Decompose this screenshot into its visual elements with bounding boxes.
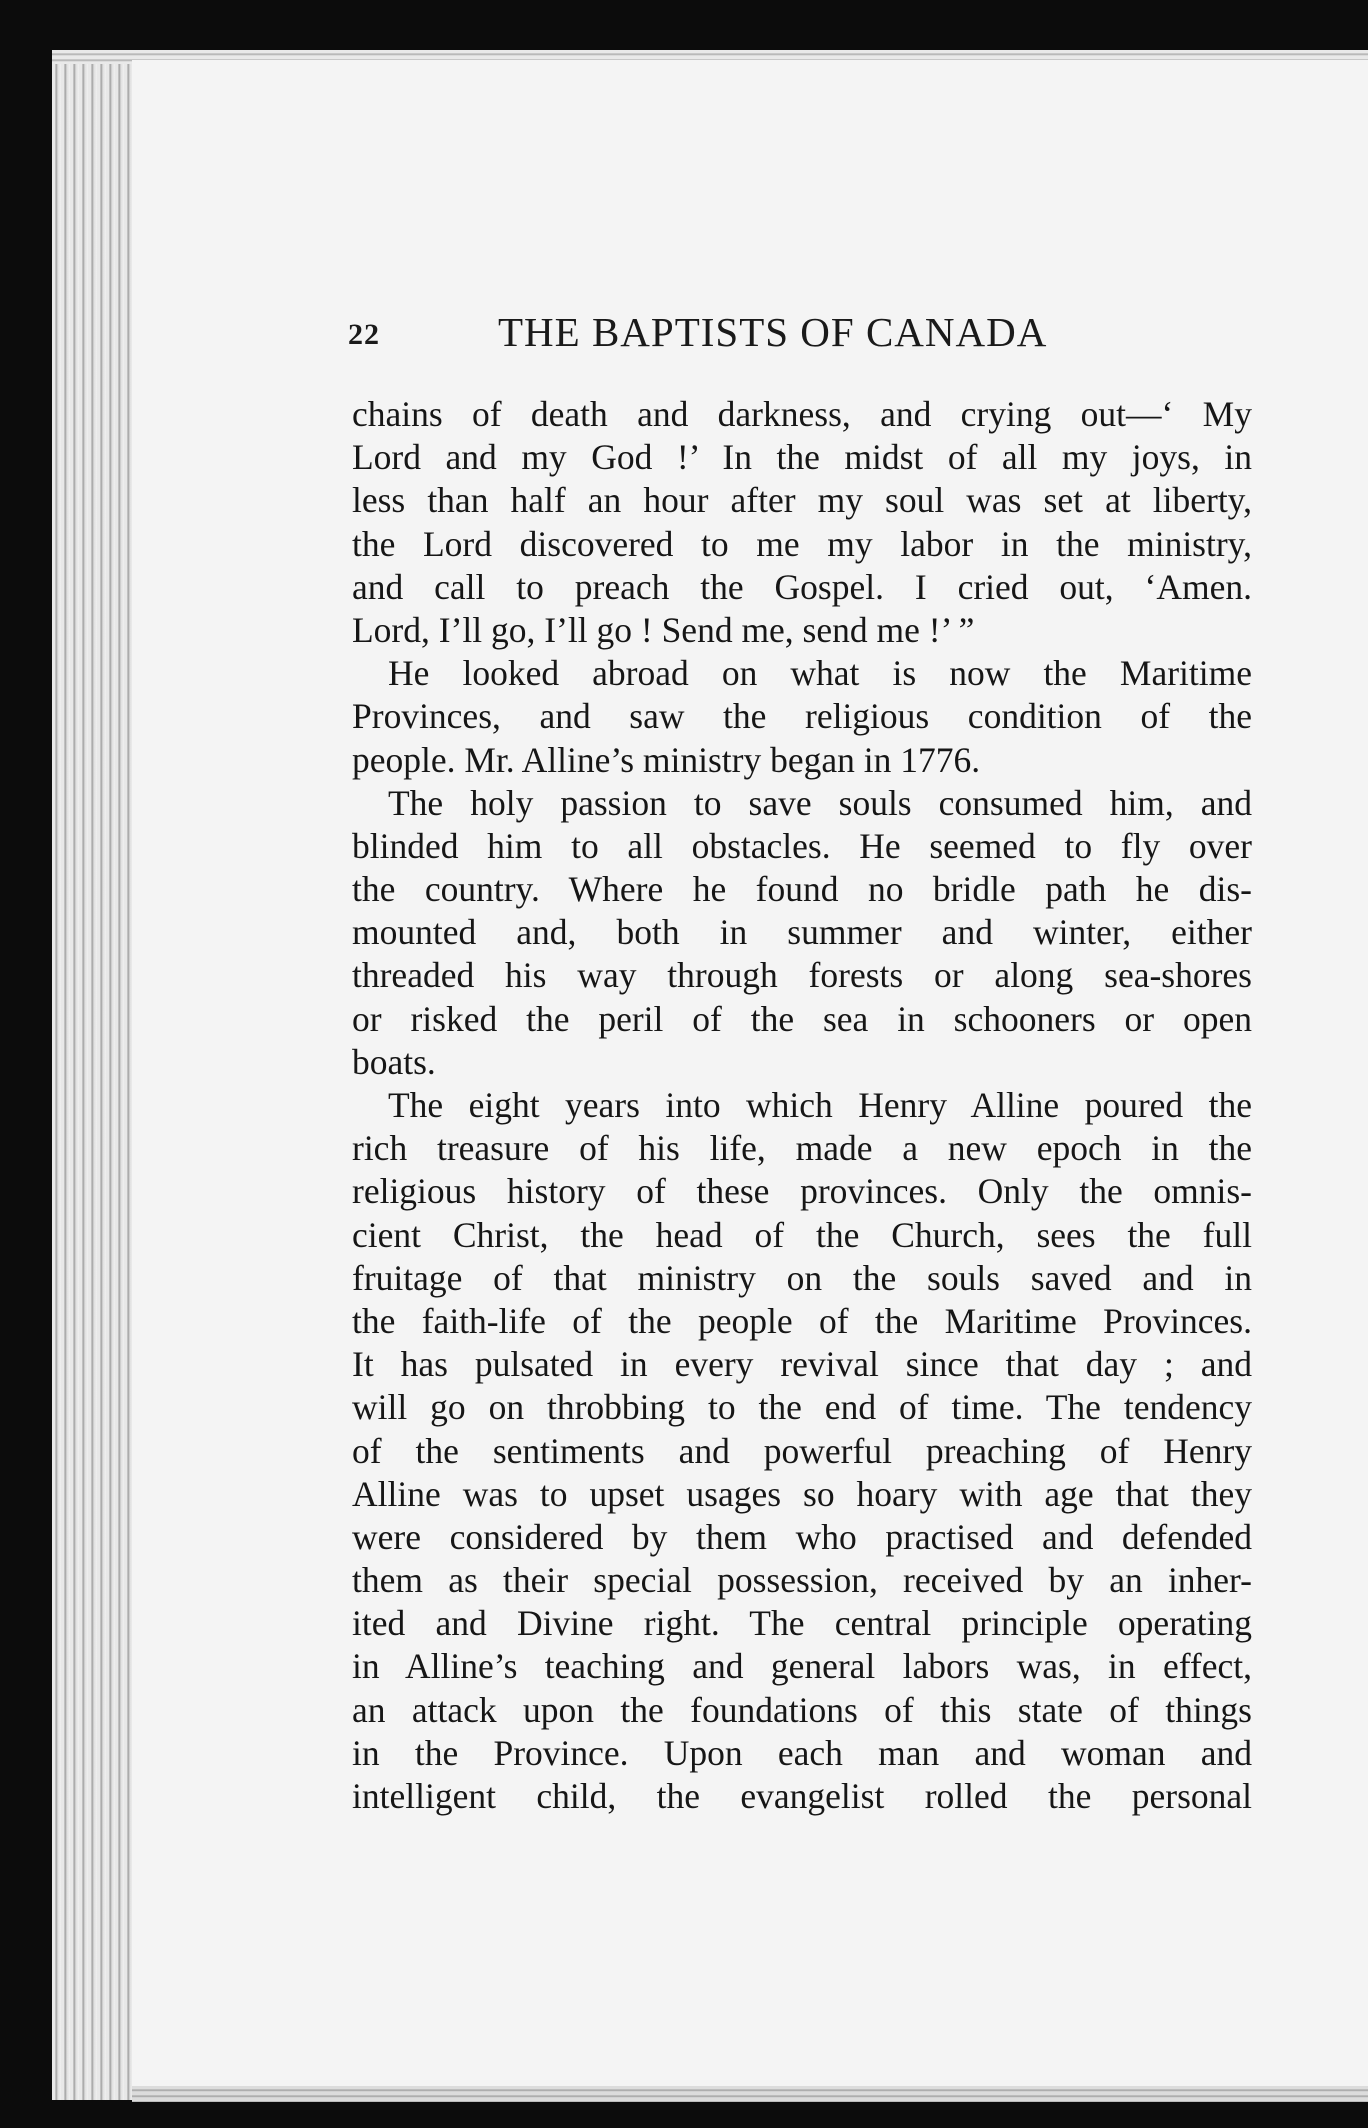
- running-title: THE BAPTISTS OF CANADA: [498, 309, 1048, 355]
- text-line: the Lord discovered to me my labor in the ministry,: [352, 523, 1252, 564]
- text-line: were considered by them who practised and defended: [352, 1516, 1252, 1557]
- text-line: boats.: [352, 1041, 436, 1082]
- book-bottom-edge: [132, 2086, 1368, 2102]
- text-line: blinded him to all obstacles. He seemed to fly over: [352, 825, 1252, 866]
- text-line: the country. Where he found no bridle path he dis-: [352, 869, 1252, 910]
- text-line: and call to preach the Gospel. I cried out, ‘Amen.: [352, 566, 1252, 607]
- text-line: of the sentiments and powerful preaching of Henry: [352, 1430, 1252, 1471]
- text-line: He looked abroad on what is now the Maritime: [388, 653, 1252, 694]
- text-line: Provinces, and saw the religious condition of the: [352, 696, 1252, 737]
- text-line: ited and Divine right. The central principle operating: [352, 1603, 1252, 1644]
- text-line: cient Christ, the head of the Church, sees the full: [352, 1214, 1252, 1255]
- text-line: fruitage of that ministry on the souls saved and in: [352, 1257, 1252, 1298]
- text-line: The holy passion to save souls consumed him, and: [388, 782, 1252, 823]
- text-line: or risked the peril of the sea in schooners or open: [352, 998, 1252, 1039]
- text-line: in the Province. Upon each man and woman and: [352, 1732, 1252, 1773]
- text-line: Lord and my God !’ In the midst of all my joys, in: [352, 437, 1252, 478]
- text-line: less than half an hour after my soul was set at liberty,: [352, 480, 1252, 521]
- text-line: intelligent child, the evangelist rolled the personal: [352, 1776, 1252, 1816]
- page-number: 22: [348, 318, 380, 351]
- text-line: them as their special possession, received by an inher-: [352, 1560, 1252, 1601]
- text-line: It has pulsated in every revival since that day ; and: [352, 1344, 1252, 1385]
- text-line: religious history of these provinces. Only the omnis-: [352, 1171, 1252, 1212]
- text-line: threaded his way through forests or along sea-shores: [352, 955, 1252, 996]
- body-text: [352, 393, 1252, 1818]
- text-line: chains of death and darkness, and crying out—‘ My: [352, 394, 1252, 434]
- text-line: in Alline’s teaching and general labors was, in effect,: [352, 1646, 1252, 1687]
- text-line: Alline was to upset usages so hoary with age that they: [352, 1473, 1252, 1514]
- text-line: people. Mr. Alline’s ministry began in 1776.: [352, 739, 981, 780]
- text-line: an attack upon the foundations of this state of things: [352, 1689, 1252, 1730]
- book-page-edges: [52, 50, 142, 2100]
- text-line: the faith-life of the people of the Maritime Provinces.: [352, 1300, 1252, 1341]
- text-line: Lord, I’ll go, I’ll go ! Send me, send me !’ ”: [352, 609, 975, 650]
- running-head: [348, 308, 1100, 368]
- text-line: will go on throbbing to the end of time. The tendency: [352, 1387, 1252, 1428]
- text-line: mounted and, both in summer and winter, either: [352, 912, 1252, 953]
- text-line: The eight years into which Henry Alline poured the: [388, 1085, 1252, 1125]
- text-line: rich treasure of his life, made a new epoch in the: [352, 1128, 1252, 1169]
